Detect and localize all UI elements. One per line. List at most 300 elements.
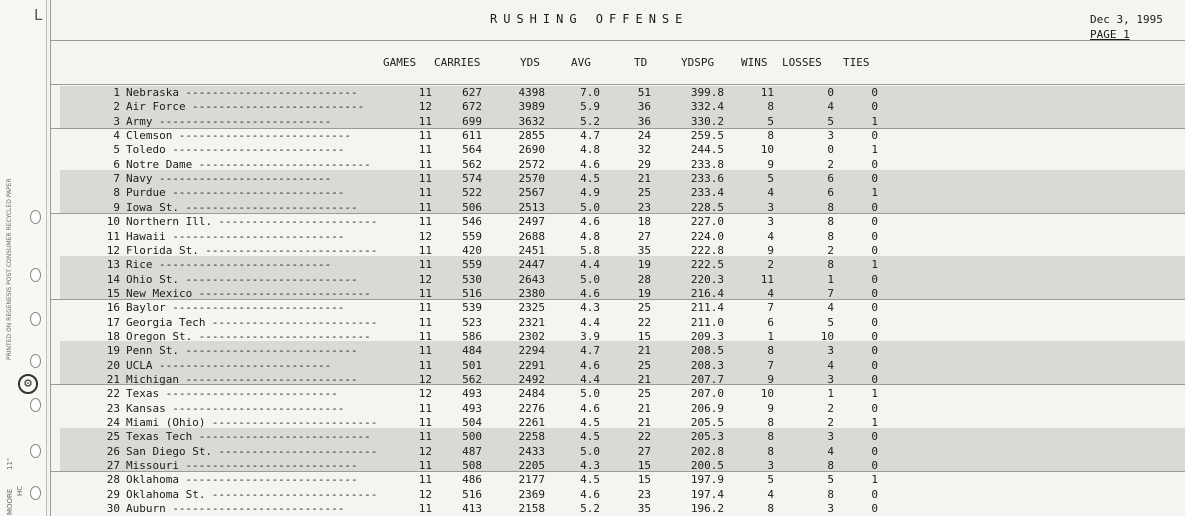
td-cell: 18 xyxy=(637,215,651,228)
leader-dashes: -------------------------- xyxy=(172,502,345,515)
rank-cell: 23 xyxy=(106,402,120,415)
yds-cell: 2855 xyxy=(518,129,545,142)
feed-hole xyxy=(30,486,41,500)
avg-cell: 4.5 xyxy=(580,430,600,443)
td-cell: 25 xyxy=(637,387,651,400)
team-cell: Oregon St. xyxy=(126,330,193,343)
carries-cell: 559 xyxy=(462,258,482,271)
games-cell: 11 xyxy=(418,459,432,472)
leader-dashes: -------------------------- xyxy=(159,115,332,128)
rank-cell: 12 xyxy=(106,244,120,257)
td-cell: 19 xyxy=(637,258,651,271)
games-cell: 11 xyxy=(418,86,432,99)
avg-cell: 5.2 xyxy=(580,115,600,128)
wins-cell: 8 xyxy=(767,416,774,429)
avg-cell: 7.0 xyxy=(580,86,600,99)
leader-dashes: -------------------------- xyxy=(185,459,358,472)
losses-cell: 4 xyxy=(827,445,834,458)
games-cell: 11 xyxy=(418,502,432,515)
ydspg-cell: 244.5 xyxy=(690,143,724,156)
ydspg-cell: 200.5 xyxy=(690,459,724,472)
col-header-avg: AVG xyxy=(571,56,591,69)
yds-cell: 2492 xyxy=(518,373,545,386)
ydspg-cell: 206.9 xyxy=(690,402,724,415)
losses-cell: 5 xyxy=(827,115,834,128)
rank-cell: 22 xyxy=(106,387,120,400)
games-cell: 11 xyxy=(418,430,432,443)
team-cell: Texas Tech xyxy=(126,430,193,443)
ydspg-cell: 197.4 xyxy=(690,488,724,501)
ties-cell: 0 xyxy=(871,273,878,286)
avg-cell: 5.8 xyxy=(580,244,600,257)
feed-hole xyxy=(30,444,41,458)
yds-cell: 2690 xyxy=(518,143,545,156)
leader-dashes: -------------------------- xyxy=(159,258,332,271)
rank-cell: 5 xyxy=(113,143,120,156)
ties-cell: 1 xyxy=(871,186,878,199)
yds-cell: 3632 xyxy=(518,115,545,128)
rank-cell: 6 xyxy=(113,158,120,171)
td-cell: 19 xyxy=(637,287,651,300)
avg-cell: 4.4 xyxy=(580,258,600,271)
leader-dashes: ------------------------ xyxy=(218,445,378,458)
td-cell: 15 xyxy=(637,473,651,486)
carries-cell: 672 xyxy=(462,100,482,113)
carries-cell: 516 xyxy=(462,488,482,501)
avg-cell: 5.0 xyxy=(580,273,600,286)
losses-cell: 5 xyxy=(827,316,834,329)
td-cell: 32 xyxy=(637,143,651,156)
ydspg-cell: 233.8 xyxy=(690,158,724,171)
games-cell: 11 xyxy=(418,359,432,372)
ydspg-cell: 222.5 xyxy=(690,258,724,271)
col-header-games: GAMES xyxy=(383,56,417,69)
games-cell: 11 xyxy=(418,215,432,228)
leader-dashes: -------------------------- xyxy=(198,430,371,443)
td-cell: 21 xyxy=(637,402,651,415)
ties-cell: 1 xyxy=(871,258,878,271)
feed-hole xyxy=(30,398,41,412)
report-date: Dec 3, 1995 xyxy=(1090,13,1163,26)
td-cell: 27 xyxy=(637,445,651,458)
ties-cell: 1 xyxy=(871,143,878,156)
losses-cell: 2 xyxy=(827,416,834,429)
ties-cell: 0 xyxy=(871,215,878,228)
paper-notice: PRINTED ON REGENESIS POST CONSUMER RECYCLED PAPER xyxy=(6,178,13,360)
yds-cell: 2484 xyxy=(518,387,545,400)
td-cell: 35 xyxy=(637,502,651,515)
rule-line xyxy=(50,84,1185,85)
carries-cell: 586 xyxy=(462,330,482,343)
report-title: RUSHING OFFENSE xyxy=(490,12,689,26)
paper-code-label: HC xyxy=(16,485,24,496)
yds-cell: 2433 xyxy=(518,445,545,458)
rank-cell: 8 xyxy=(113,186,120,199)
carries-cell: 523 xyxy=(462,316,482,329)
games-cell: 12 xyxy=(418,230,432,243)
yds-cell: 2369 xyxy=(518,488,545,501)
rule-line xyxy=(50,40,1185,41)
avg-cell: 4.3 xyxy=(580,459,600,472)
avg-cell: 4.8 xyxy=(580,230,600,243)
ties-cell: 0 xyxy=(871,172,878,185)
rank-cell: 18 xyxy=(106,330,120,343)
leader-dashes: -------------------------- xyxy=(198,158,371,171)
rank-cell: 15 xyxy=(106,287,120,300)
ties-cell: 0 xyxy=(871,502,878,515)
games-cell: 12 xyxy=(418,100,432,113)
losses-cell: 8 xyxy=(827,459,834,472)
leader-dashes: -------------------------- xyxy=(205,244,378,257)
ties-cell: 0 xyxy=(871,100,878,113)
leader-dashes: -------------------------- xyxy=(185,201,358,214)
wins-cell: 11 xyxy=(760,273,774,286)
losses-cell: 3 xyxy=(827,129,834,142)
losses-cell: 4 xyxy=(827,100,834,113)
ties-cell: 0 xyxy=(871,445,878,458)
avg-cell: 5.2 xyxy=(580,502,600,515)
games-cell: 11 xyxy=(418,129,432,142)
losses-cell: 3 xyxy=(827,373,834,386)
team-cell: Michigan xyxy=(126,373,179,386)
team-cell: Oklahoma xyxy=(126,473,179,486)
td-cell: 21 xyxy=(637,373,651,386)
rank-cell: 16 xyxy=(106,301,120,314)
wins-cell: 9 xyxy=(767,244,774,257)
losses-cell: 0 xyxy=(827,86,834,99)
yds-cell: 3989 xyxy=(518,100,545,113)
wins-cell: 9 xyxy=(767,373,774,386)
avg-cell: 4.3 xyxy=(580,301,600,314)
losses-cell: 3 xyxy=(827,344,834,357)
carries-cell: 522 xyxy=(462,186,482,199)
team-cell: Texas xyxy=(126,387,160,400)
avg-cell: 4.7 xyxy=(580,129,600,142)
carries-cell: 627 xyxy=(462,86,482,99)
team-cell: Florida St. xyxy=(126,244,199,257)
avg-cell: 4.5 xyxy=(580,172,600,185)
col-header-carries: CARRIES xyxy=(434,56,481,69)
team-cell: Penn St. xyxy=(126,344,179,357)
rank-cell: 25 xyxy=(106,430,120,443)
yds-cell: 2205 xyxy=(518,459,545,472)
team-cell: Miami (Ohio) xyxy=(126,416,206,429)
games-cell: 11 xyxy=(418,344,432,357)
carries-cell: 487 xyxy=(462,445,482,458)
ties-cell: 0 xyxy=(871,301,878,314)
losses-cell: 2 xyxy=(827,158,834,171)
leader-dashes: -------------------------- xyxy=(185,273,358,286)
wins-cell: 8 xyxy=(767,100,774,113)
losses-cell: 0 xyxy=(827,143,834,156)
rank-cell: 4 xyxy=(113,129,120,142)
team-cell: Northern Ill. xyxy=(126,215,213,228)
wins-cell: 8 xyxy=(767,129,774,142)
losses-cell: 8 xyxy=(827,215,834,228)
losses-cell: 2 xyxy=(827,244,834,257)
losses-cell: 4 xyxy=(827,301,834,314)
carries-cell: 559 xyxy=(462,230,482,243)
leader-dashes: -------------------------- xyxy=(192,100,365,113)
yds-cell: 2513 xyxy=(518,201,545,214)
leader-dashes: ------------------------- xyxy=(211,488,378,501)
losses-cell: 3 xyxy=(827,502,834,515)
yds-cell: 2497 xyxy=(518,215,545,228)
team-cell: New Mexico xyxy=(126,287,193,300)
td-cell: 36 xyxy=(637,115,651,128)
carries-cell: 564 xyxy=(462,143,482,156)
wins-cell: 1 xyxy=(767,330,774,343)
leader-dashes: -------------------------- xyxy=(185,473,358,486)
yds-cell: 2294 xyxy=(518,344,545,357)
wins-cell: 8 xyxy=(767,344,774,357)
ydspg-cell: 209.3 xyxy=(690,330,724,343)
carries-cell: 500 xyxy=(462,430,482,443)
td-cell: 23 xyxy=(637,201,651,214)
td-cell: 25 xyxy=(637,301,651,314)
td-cell: 36 xyxy=(637,100,651,113)
games-cell: 11 xyxy=(418,258,432,271)
manufacturer-label: MOORE xyxy=(6,488,14,515)
losses-cell: 4 xyxy=(827,359,834,372)
avg-cell: 4.8 xyxy=(580,143,600,156)
wins-cell: 4 xyxy=(767,488,774,501)
leader-dashes: -------------------------- xyxy=(185,373,358,386)
ydspg-cell: 196.2 xyxy=(690,502,724,515)
wins-cell: 7 xyxy=(767,359,774,372)
wins-cell: 11 xyxy=(760,86,774,99)
carries-cell: 699 xyxy=(462,115,482,128)
losses-cell: 6 xyxy=(827,172,834,185)
wins-cell: 3 xyxy=(767,215,774,228)
td-cell: 21 xyxy=(637,344,651,357)
games-cell: 11 xyxy=(418,186,432,199)
td-cell: 15 xyxy=(637,459,651,472)
yds-cell: 2688 xyxy=(518,230,545,243)
td-cell: 51 xyxy=(637,86,651,99)
leader-dashes: -------------------------- xyxy=(165,387,338,400)
games-cell: 11 xyxy=(418,115,432,128)
yds-cell: 2380 xyxy=(518,287,545,300)
ydspg-cell: 233.4 xyxy=(690,186,724,199)
feed-hole xyxy=(30,210,41,224)
avg-cell: 4.4 xyxy=(580,373,600,386)
leader-dashes: -------------------------- xyxy=(178,129,351,142)
losses-cell: 8 xyxy=(827,201,834,214)
wins-cell: 6 xyxy=(767,316,774,329)
yds-cell: 2572 xyxy=(518,158,545,171)
page-number: PAGE 1 xyxy=(1090,28,1130,41)
wins-cell: 3 xyxy=(767,201,774,214)
team-cell: UCLA xyxy=(126,359,153,372)
td-cell: 27 xyxy=(637,230,651,243)
rank-cell: 30 xyxy=(106,502,120,515)
carries-cell: 504 xyxy=(462,416,482,429)
corner-mark: L xyxy=(34,6,43,24)
wins-cell: 4 xyxy=(767,230,774,243)
ties-cell: 0 xyxy=(871,344,878,357)
ydspg-cell: 259.5 xyxy=(690,129,724,142)
recycle-gear-icon: ⚙ xyxy=(18,374,38,394)
leader-dashes: ------------------------- xyxy=(211,316,378,329)
carries-cell: 493 xyxy=(462,387,482,400)
rank-cell: 13 xyxy=(106,258,120,271)
avg-cell: 5.0 xyxy=(580,387,600,400)
rank-cell: 17 xyxy=(106,316,120,329)
ydspg-cell: 197.9 xyxy=(690,473,724,486)
losses-cell: 3 xyxy=(827,430,834,443)
carries-cell: 420 xyxy=(462,244,482,257)
games-cell: 11 xyxy=(418,158,432,171)
games-cell: 11 xyxy=(418,244,432,257)
wins-cell: 5 xyxy=(767,473,774,486)
paper-size-label: 11" xyxy=(6,457,14,470)
td-cell: 28 xyxy=(637,273,651,286)
ydspg-cell: 211.4 xyxy=(690,301,724,314)
td-cell: 35 xyxy=(637,244,651,257)
ydspg-cell: 207.7 xyxy=(690,373,724,386)
team-cell: Navy xyxy=(126,172,153,185)
carries-cell: 611 xyxy=(462,129,482,142)
leader-dashes: -------------------------- xyxy=(198,330,371,343)
carries-cell: 516 xyxy=(462,287,482,300)
tractor-feed-strip xyxy=(0,0,47,516)
games-cell: 11 xyxy=(418,301,432,314)
carries-cell: 539 xyxy=(462,301,482,314)
td-cell: 22 xyxy=(637,430,651,443)
team-cell: Ohio St. xyxy=(126,273,179,286)
carries-cell: 413 xyxy=(462,502,482,515)
td-cell: 25 xyxy=(637,359,651,372)
td-cell: 24 xyxy=(637,129,651,142)
leader-dashes: -------------------------- xyxy=(172,402,345,415)
ydspg-cell: 222.8 xyxy=(690,244,724,257)
ties-cell: 1 xyxy=(871,115,878,128)
ties-cell: 0 xyxy=(871,459,878,472)
ydspg-cell: 205.5 xyxy=(690,416,724,429)
team-cell: Kansas xyxy=(126,402,166,415)
rank-cell: 3 xyxy=(113,115,120,128)
carries-cell: 530 xyxy=(462,273,482,286)
wins-cell: 4 xyxy=(767,186,774,199)
ties-cell: 0 xyxy=(871,86,878,99)
carries-cell: 493 xyxy=(462,402,482,415)
ties-cell: 1 xyxy=(871,473,878,486)
carries-cell: 484 xyxy=(462,344,482,357)
games-cell: 12 xyxy=(418,273,432,286)
carries-cell: 506 xyxy=(462,201,482,214)
avg-cell: 4.5 xyxy=(580,473,600,486)
avg-cell: 4.7 xyxy=(580,344,600,357)
avg-cell: 4.9 xyxy=(580,186,600,199)
team-cell: Auburn xyxy=(126,502,166,515)
ties-cell: 0 xyxy=(871,129,878,142)
yds-cell: 2302 xyxy=(518,330,545,343)
wins-cell: 9 xyxy=(767,158,774,171)
wins-cell: 8 xyxy=(767,445,774,458)
ydspg-cell: 207.0 xyxy=(690,387,724,400)
carries-cell: 546 xyxy=(462,215,482,228)
td-cell: 21 xyxy=(637,172,651,185)
ydspg-cell: 208.3 xyxy=(690,359,724,372)
avg-cell: 5.9 xyxy=(580,100,600,113)
games-cell: 11 xyxy=(418,330,432,343)
ydspg-cell: 202.8 xyxy=(690,445,724,458)
rank-cell: 10 xyxy=(106,215,120,228)
losses-cell: 2 xyxy=(827,402,834,415)
wins-cell: 3 xyxy=(767,459,774,472)
wins-cell: 2 xyxy=(767,258,774,271)
feed-hole xyxy=(30,354,41,368)
td-cell: 15 xyxy=(637,330,651,343)
losses-cell: 8 xyxy=(827,230,834,243)
yds-cell: 2451 xyxy=(518,244,545,257)
team-cell: Army xyxy=(126,115,153,128)
ydspg-cell: 211.0 xyxy=(690,316,724,329)
games-cell: 11 xyxy=(418,172,432,185)
td-cell: 21 xyxy=(637,416,651,429)
ydspg-cell: 330.2 xyxy=(690,115,724,128)
team-cell: San Diego St. xyxy=(126,445,213,458)
feed-hole xyxy=(30,268,41,282)
team-cell: Oklahoma St. xyxy=(126,488,206,501)
team-cell: Nebraska xyxy=(126,86,179,99)
ties-cell: 1 xyxy=(871,387,878,400)
yds-cell: 2567 xyxy=(518,186,545,199)
leader-dashes: -------------------------- xyxy=(172,301,345,314)
leader-dashes: -------------------------- xyxy=(172,230,345,243)
rank-cell: 14 xyxy=(106,273,120,286)
rank-cell: 28 xyxy=(106,473,120,486)
losses-cell: 8 xyxy=(827,258,834,271)
avg-cell: 4.6 xyxy=(580,488,600,501)
wins-cell: 5 xyxy=(767,115,774,128)
leader-dashes: -------------------------- xyxy=(159,359,332,372)
losses-cell: 1 xyxy=(827,387,834,400)
col-header-ydspg: YDSPG xyxy=(681,56,715,69)
losses-cell: 10 xyxy=(820,330,834,343)
wins-cell: 10 xyxy=(760,387,774,400)
leader-dashes: ------------------------- xyxy=(211,416,378,429)
leader-dashes: ------------------------ xyxy=(218,215,378,228)
td-cell: 23 xyxy=(637,488,651,501)
yds-cell: 2447 xyxy=(518,258,545,271)
avg-cell: 4.5 xyxy=(580,416,600,429)
team-cell: Baylor xyxy=(126,301,166,314)
ties-cell: 0 xyxy=(871,430,878,443)
td-cell: 25 xyxy=(637,186,651,199)
carries-cell: 562 xyxy=(462,158,482,171)
yds-cell: 2321 xyxy=(518,316,545,329)
team-cell: Missouri xyxy=(126,459,179,472)
carries-cell: 574 xyxy=(462,172,482,185)
carries-cell: 486 xyxy=(462,473,482,486)
rank-cell: 11 xyxy=(106,230,120,243)
ydspg-cell: 224.0 xyxy=(690,230,724,243)
wins-cell: 8 xyxy=(767,502,774,515)
avg-cell: 3.9 xyxy=(580,330,600,343)
ydspg-cell: 216.4 xyxy=(690,287,724,300)
avg-cell: 4.6 xyxy=(580,215,600,228)
wins-cell: 8 xyxy=(767,430,774,443)
losses-cell: 6 xyxy=(827,186,834,199)
rank-cell: 9 xyxy=(113,201,120,214)
yds-cell: 2570 xyxy=(518,172,545,185)
avg-cell: 4.6 xyxy=(580,359,600,372)
team-cell: Air Force xyxy=(126,100,186,113)
losses-cell: 8 xyxy=(827,488,834,501)
yds-cell: 4398 xyxy=(518,86,545,99)
